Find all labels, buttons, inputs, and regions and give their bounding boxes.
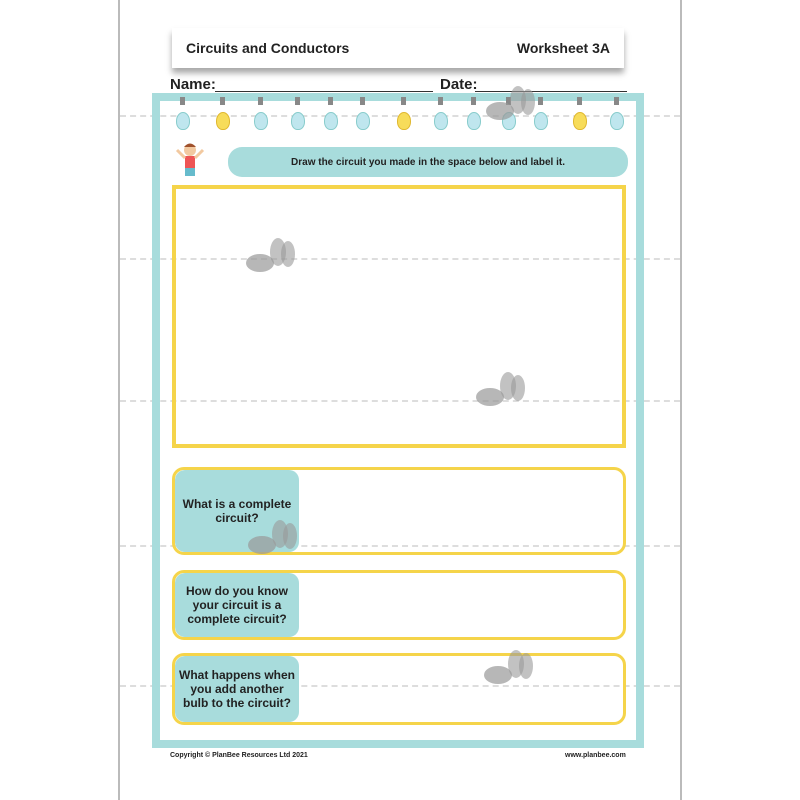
- website-link[interactable]: www.planbee.com: [565, 752, 626, 759]
- question-box[interactable]: [172, 653, 626, 725]
- bee-watermark-icon: [468, 372, 528, 412]
- bulb-icon: [610, 112, 624, 130]
- worksheet-header: [172, 28, 624, 68]
- bulb-icon: [176, 112, 190, 130]
- bulb-icon: [216, 112, 230, 130]
- child-illustration-icon: [175, 140, 205, 185]
- worksheet-title: Circuits and Conductors: [186, 40, 350, 56]
- bulb-icon: [573, 112, 587, 130]
- question-label: What happens when you add another bulb to the circuit?: [175, 656, 299, 722]
- bee-watermark-icon: [476, 650, 536, 690]
- question-box[interactable]: [172, 570, 626, 640]
- name-field[interactable]: [215, 91, 433, 92]
- question-label: What is a complete circuit?: [175, 470, 299, 552]
- date-label: Date:: [440, 76, 478, 93]
- bulb-icon: [324, 112, 338, 130]
- bee-watermark-icon: [240, 520, 300, 560]
- bulb-icon: [356, 112, 370, 130]
- bulb-icon: [254, 112, 268, 130]
- drawing-area[interactable]: [172, 185, 626, 448]
- name-label: Name:: [170, 76, 216, 93]
- bulb-icon: [291, 112, 305, 130]
- instruction-text: Draw the circuit you made in the space below and label it.: [291, 156, 565, 168]
- question-label: How do you know your circuit is a complete circuit?: [175, 573, 299, 637]
- worksheet-number: Worksheet 3A: [516, 40, 610, 56]
- bee-watermark-icon: [478, 86, 538, 126]
- copyright-text: Copyright © PlanBee Resources Ltd 2021: [170, 752, 308, 759]
- instruction-bubble: [228, 147, 628, 177]
- bulb-icon: [434, 112, 448, 130]
- bee-watermark-icon: [238, 238, 298, 278]
- bulb-icon: [397, 112, 411, 130]
